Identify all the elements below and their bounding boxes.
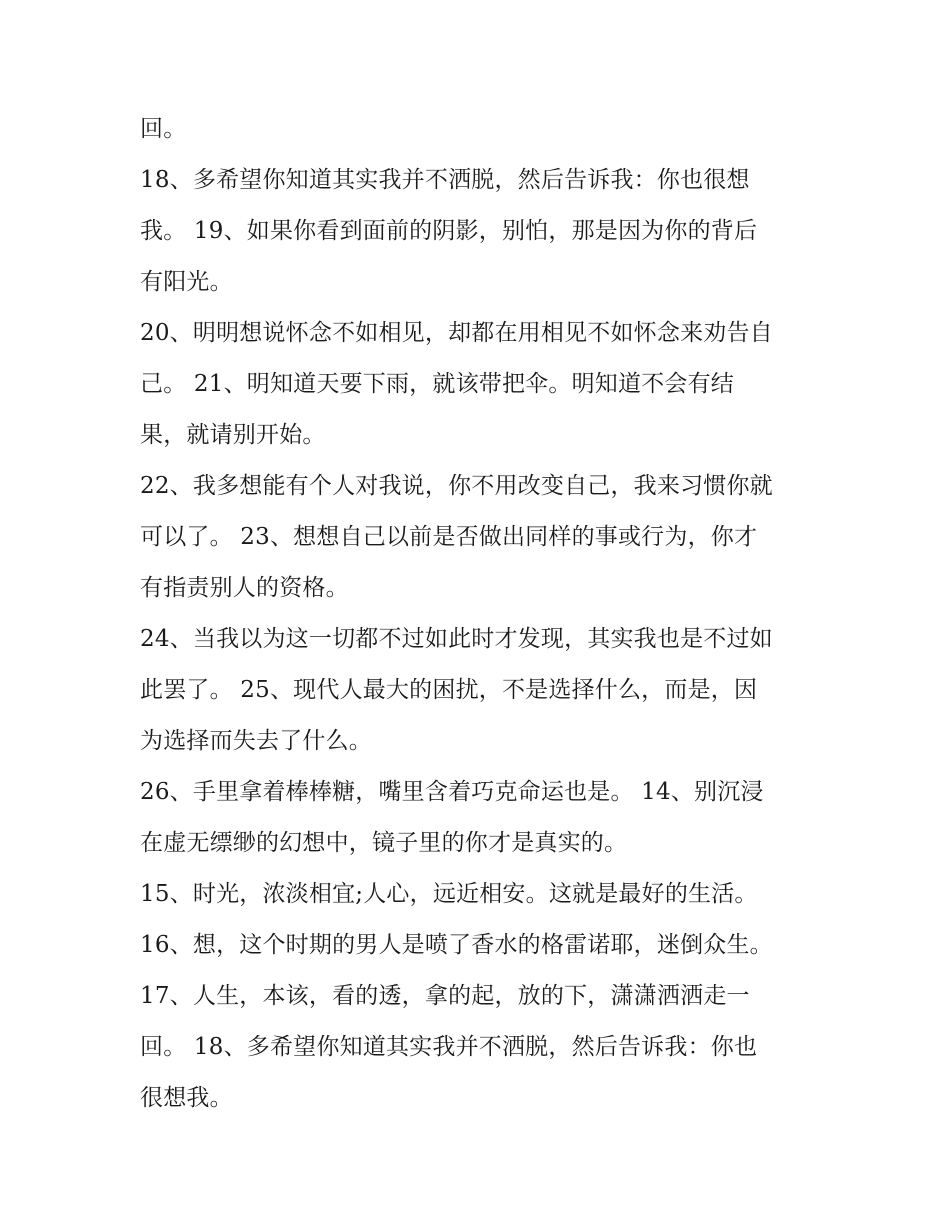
text-line: 16、想，这个时期的男人是喷了香水的格雷诺耶，迷倒众生。 (140, 932, 773, 958)
text-line: 有指责别人的资格。 (140, 575, 349, 601)
text-line: 果，就请别开始。 (140, 422, 326, 448)
text-line: 可以了。 23、想想自己以前是否做出同样的事或行为，你才 (140, 524, 758, 550)
text-line: 很想我。 (140, 1085, 233, 1111)
text-line: 回。 18、多希望你知道其实我并不洒脱，然后告诉我：你也 (140, 1034, 758, 1060)
text-line: 22、我多想能有个人对我说，你不用改变自己，我来习惯你就 (140, 473, 773, 499)
text-line: 26、手里拿着棒棒糖，嘴里含着巧克命运也是。 14、别沉浸 (140, 779, 764, 805)
text-line: 为选择而失去了什么。 (140, 728, 372, 754)
text-line: 18、多希望你知道其实我并不洒脱，然后告诉我：你也很想 (140, 167, 750, 193)
text-line: 15、时光，浓淡相宜;人心，远近相安。这就是最好的生活。 (140, 881, 758, 907)
body-text (140, 104, 830, 1124)
text-line: 己。 21、明知道天要下雨，就该带把伞。明知道不会有结 (140, 371, 734, 397)
text-line: 20、明明想说怀念不如相见，却都在用相见不如怀念来劝告自 (140, 320, 773, 346)
text-line: 在虚无缥缈的幻想中，镜子里的你才是真实的。 (140, 830, 628, 856)
text-line: 有阳光。 (140, 269, 233, 295)
text-line: 17、人生，本该，看的透，拿的起，放的下，潇潇洒洒走一 (140, 983, 750, 1009)
text-line: 回。 (140, 116, 187, 142)
text-line: 此罢了。 25、现代人最大的困扰，不是选择什么，而是，因 (140, 677, 758, 703)
text-line: 我。 19、如果你看到面前的阴影，别怕，那是因为你的背后 (140, 218, 758, 244)
text-line: 24、当我以为这一切都不过如此时才发现，其实我也是不过如 (140, 626, 773, 652)
